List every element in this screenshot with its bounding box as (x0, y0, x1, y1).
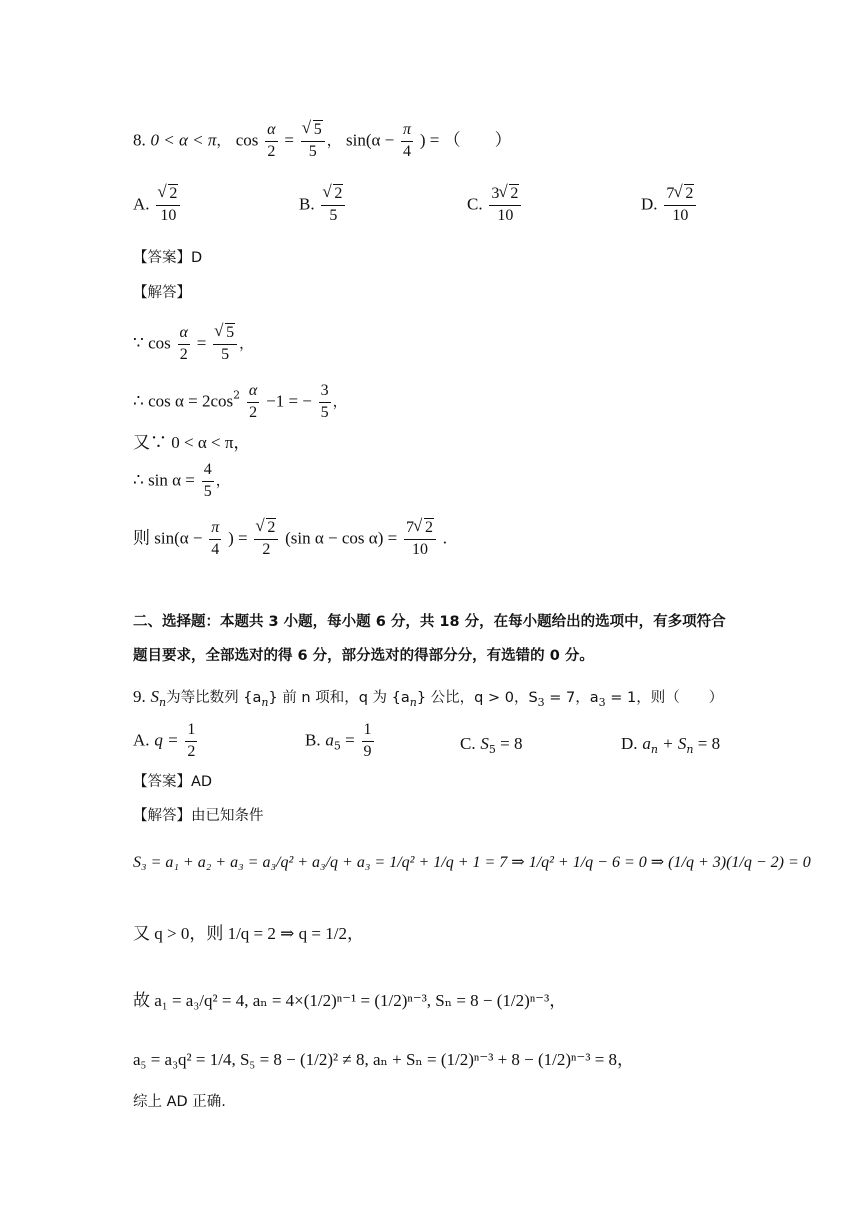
q8-stem: 8. 0 < α < π， cos $\frac{\alpha}{2}$ = √ $\frac{5}{5}$ ， sin(α − $\frac{\pi}{4}$ ) = （ ） (133, 122, 512, 161)
q8-step-3: 又∵ 0 < α < π， (133, 433, 251, 452)
q8-step-5: 则 sin(α − $\frac{\pi}{4}$ ) = √ $\frac{2}{2}$ (sin α − cos α) = $\frac{7√ 2}{10}$ . (133, 520, 447, 559)
q8-blank: ) = （ ） (419, 130, 512, 150)
pi-over-4: $\frac{\pi}{4}$ (403, 121, 412, 160)
alpha-over-2: $\frac{\alpha}{2}$ (267, 121, 276, 160)
q8-condition: 0 < α < π (150, 130, 217, 150)
section-2-line-2: 题目要求，全部选对的得 6 分，部分选对的得部分分，有选错的 0 分。 (133, 648, 594, 664)
q8-step-2: ∴ $\cos \alpha = 2\cos^2$ $\frac{\alpha}{2}$ −1 = − $\frac{3}{5}$ ， (133, 382, 348, 421)
q8-option-d: D. $\frac{7√ 2}{10}$ (641, 186, 698, 225)
q8-option-c: C. $\frac{3√ 2}{10}$ (467, 186, 523, 225)
sqrt5-over-5: √ $\frac{5}{5}$ (301, 122, 325, 161)
q8-option-a: A. √ $\frac{2}{10}$ (133, 186, 182, 225)
q8-cos: cos (235, 130, 259, 150)
q8-step-1: ∵ cos $\frac{\alpha}{2}$ = √ $\frac{5}{5}$ ， (133, 325, 254, 364)
q9-option-a: A. q = $\frac{1}{2}$ (133, 721, 196, 760)
section-2-line-1: 二、选择题：本题共 3 小题，每小题 6 分，共 18 分，在每小题给出的选项中，有多项符合 (133, 614, 726, 630)
separator: ， (326, 133, 342, 150)
q9-answer: 【答案】AD (133, 774, 213, 790)
q8-number: 8. (133, 130, 146, 150)
q9-conclusion: 综上 AD 正确. (133, 1094, 226, 1110)
q9-equation-2: 又 q > 0，则 1/q = 2 ⇒ q = 1/2， (133, 924, 364, 943)
q9-option-d: D. $a_n + S_n = 8$ (621, 734, 721, 756)
q9-option-b: B. $a_5$ = $\frac{1}{9}$ (305, 721, 372, 760)
q9-solution-head: 【解答】由已知条件 (133, 808, 264, 824)
q8-solution-head: 【解答】 (133, 285, 191, 301)
q9-equation-1: S₃ = a₁ + a₂ + a₃ = a₃/q² + a₃/q + a₃ = 1/q² + 1/q + 1 = 7 ⇒ 1/q² + 1/q − 6 = 0 ⇒ (1/q + 3)(1/q − 2) = 0 (133, 854, 811, 871)
q9-stem: 9. $S_n$为等比数列 $\{a_n\}$ 前 n 项和，q 为 $\{a_n\}$ 公比，q > 0，$S_3 = 7$，$a_3 = 1$，则（ ） (133, 687, 724, 709)
q9-equation-3: 故 a₁ = a₃/q² = 4, aₙ = 4×(1/2)ⁿ⁻¹ = (1/2)ⁿ⁻³, Sₙ = 8 − (1/2)ⁿ⁻³， (133, 991, 567, 1010)
q8-answer: 【答案】D (133, 250, 203, 266)
separator: ， (216, 133, 231, 150)
q9-option-c: C. $S_5 = 8$ (460, 734, 523, 756)
q9-equation-4: a₅ = a₃q² = 1/4, S₅ = 8 − (1/2)² ≠ 8, aₙ + Sₙ = (1/2)ⁿ⁻³ + 8 − (1/2)ⁿ⁻³ = 8， (133, 1050, 635, 1069)
q8-sin-expr: sin(α − (346, 130, 395, 150)
q8-option-b: B. √ $\frac{2}{5}$ (299, 186, 347, 225)
q8-step-4: ∴ sin α = $\frac{4}{5}$ ， (133, 461, 231, 500)
